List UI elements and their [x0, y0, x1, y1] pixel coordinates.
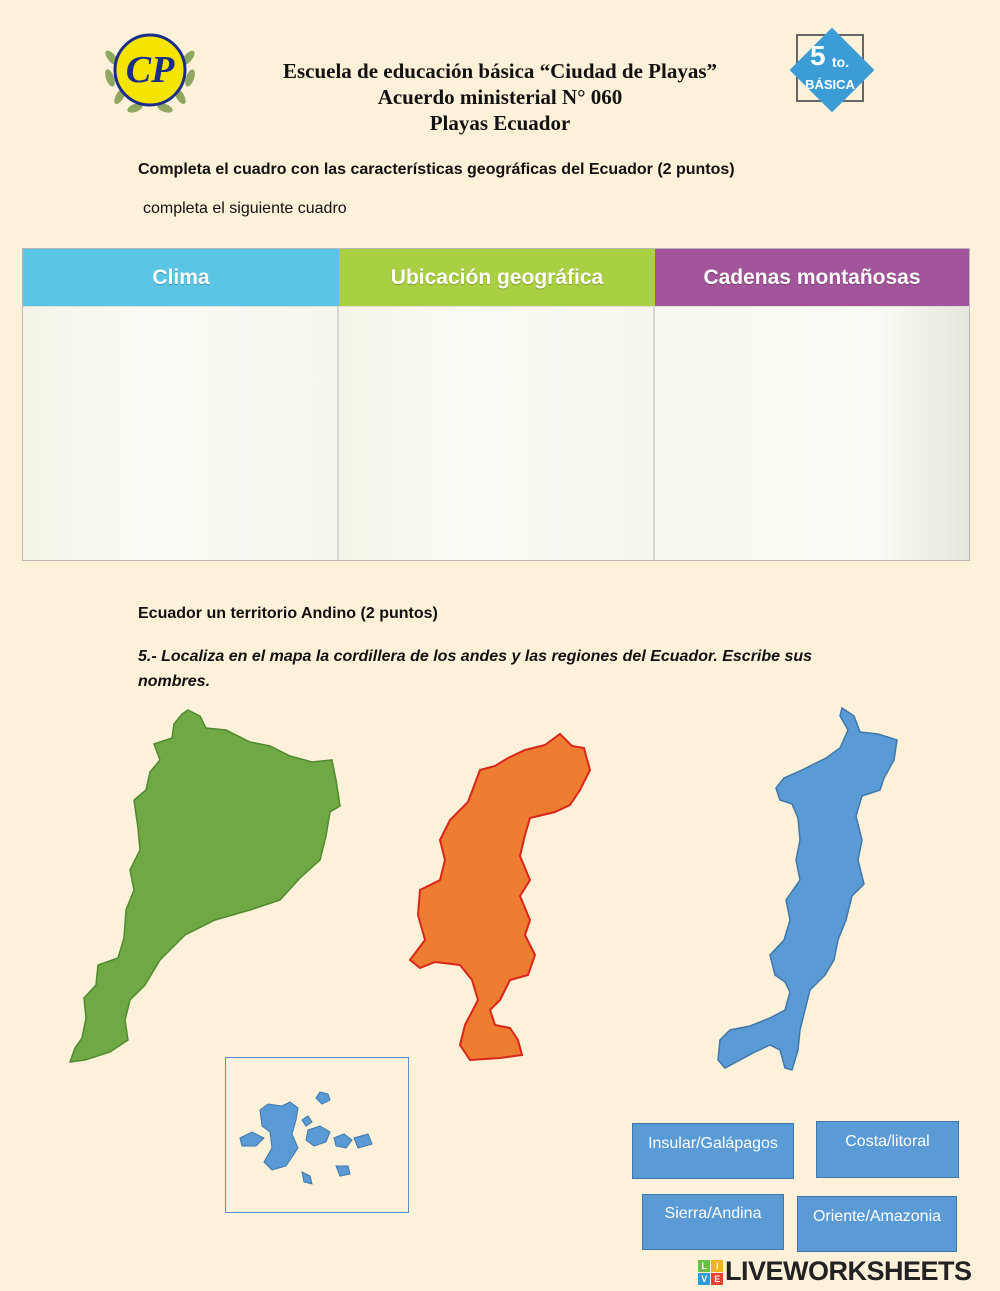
sierra-region-map[interactable] — [410, 734, 590, 1060]
section1-subtitle: completa el siguiente cuadro — [143, 200, 347, 217]
section2-title: Ecuador un territorio Andino (2 puntos) — [138, 605, 438, 622]
section2-instruction: 5.- Localiza en el mapa la cordillera de los andes y las regiones del Ecuador. Escribe sus nombres. — [138, 648, 813, 690]
ministerial-agreement: Acuerdo ministerial N° 060 — [377, 85, 623, 109]
grade-number: 5 — [810, 40, 826, 71]
brand-logo-icon — [698, 1260, 722, 1284]
logo-initials: CP — [125, 49, 175, 91]
answer-costa-litoral[interactable]: Costa/litoral — [816, 1121, 959, 1178]
grade-suffix: to. — [832, 54, 850, 70]
column-header-cadenas: Cadenas montañosas — [655, 249, 969, 306]
answer-insular-galapagos[interactable]: Insular/Galápagos — [632, 1123, 794, 1179]
section1-title: Completa el cuadro con las características geográficas del Ecuador (2 puntos) — [138, 161, 735, 178]
column-header-clima: Clima — [23, 249, 339, 306]
costa-region-map[interactable] — [70, 710, 340, 1062]
brand-text: LIVEWORKSHEETS — [725, 1256, 972, 1286]
brand-letter-v: V — [698, 1273, 710, 1285]
brand-letter-l: L — [698, 1260, 710, 1272]
galapagos-map-frame — [225, 1057, 409, 1213]
galapagos-islands[interactable] — [226, 1058, 410, 1214]
answer-oriente-amazonia[interactable]: Oriente/Amazonia — [797, 1196, 957, 1252]
grade-label: BÁSICA — [805, 77, 855, 92]
brand-letter-i: I — [711, 1260, 723, 1272]
column-header-ubicacion: Ubicación geográfica — [339, 249, 655, 306]
school-location: Playas Ecuador — [429, 111, 571, 135]
school-name: Escuela de educación básica “Ciudad de Playas” — [282, 59, 718, 83]
liveworksheets-brand — [698, 1256, 998, 1286]
brand-letter-e: E — [711, 1273, 723, 1285]
answer-sierra-andina[interactable]: Sierra/Andina — [642, 1194, 784, 1250]
oriente-region-map[interactable] — [718, 708, 897, 1070]
